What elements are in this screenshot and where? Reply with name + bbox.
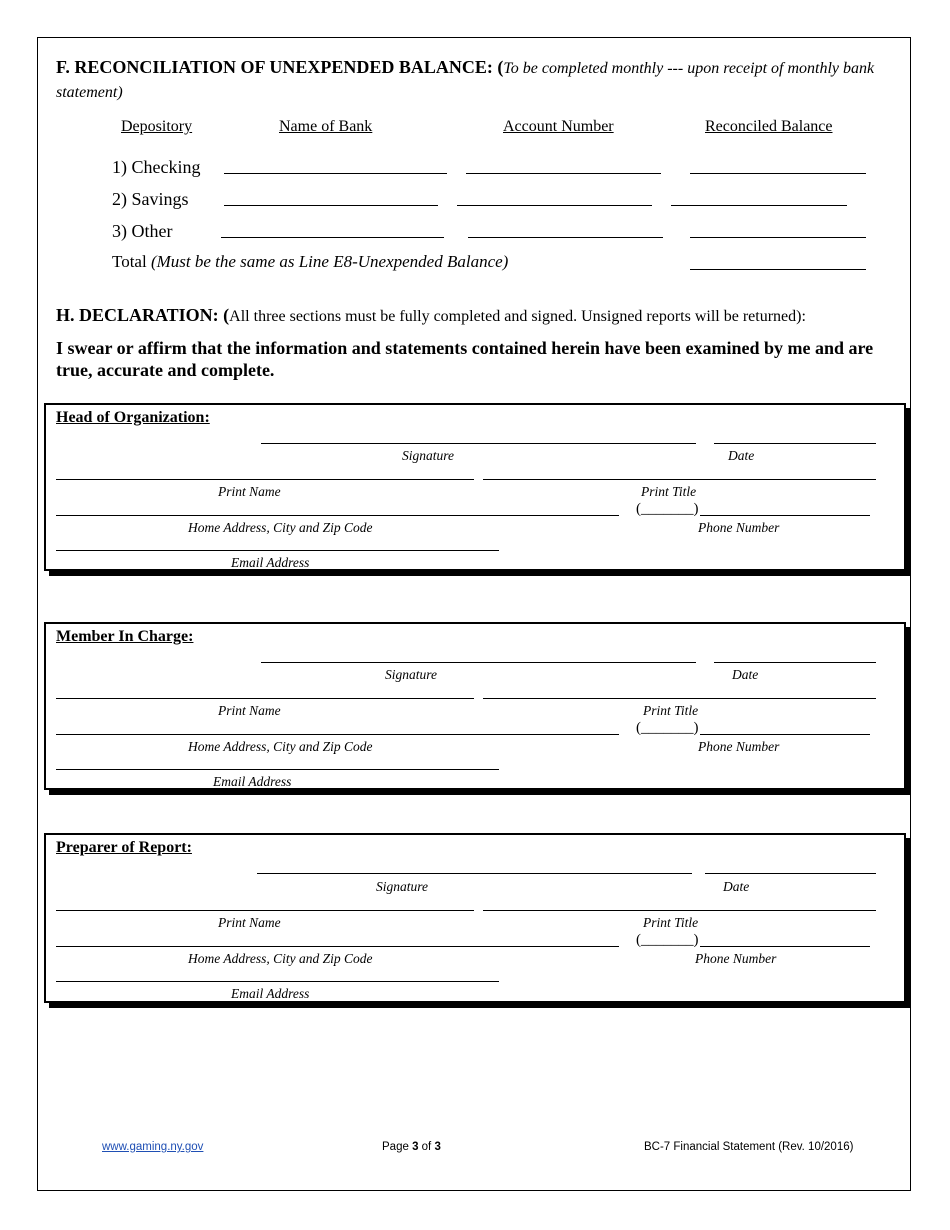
page-border bbox=[37, 37, 911, 1191]
signature-field[interactable] bbox=[261, 443, 696, 444]
print-name-field[interactable] bbox=[56, 910, 474, 911]
phone-area-code-field[interactable]: (_______) bbox=[636, 720, 699, 736]
phone-number-caption: Phone Number bbox=[695, 951, 777, 966]
box-title: Preparer of Report: bbox=[56, 839, 192, 856]
total-balance-field[interactable] bbox=[690, 269, 866, 270]
signature-field[interactable] bbox=[261, 662, 696, 663]
home-address-field[interactable] bbox=[56, 515, 619, 516]
checking-bank-name-field[interactable] bbox=[224, 173, 447, 174]
box-title: Member In Charge: bbox=[56, 628, 194, 645]
column-header-bank-name: Name of Bank bbox=[279, 118, 373, 135]
print-title-caption: Print Title bbox=[641, 484, 697, 499]
signature-caption: Signature bbox=[385, 667, 437, 682]
member-in-charge-box bbox=[44, 622, 906, 790]
print-title-caption: Print Title bbox=[643, 915, 699, 930]
website-link[interactable]: www.gaming.ny.gov bbox=[102, 1141, 204, 1153]
row-label-other: 3) Other bbox=[112, 221, 173, 241]
email-caption: Email Address bbox=[231, 555, 310, 570]
phone-area-code-field[interactable]: (_______) bbox=[636, 501, 699, 517]
email-field[interactable] bbox=[56, 550, 499, 551]
other-bank-name-field[interactable] bbox=[221, 237, 444, 238]
date-field[interactable] bbox=[714, 443, 876, 444]
home-address-caption: Home Address, City and Zip Code bbox=[188, 951, 373, 966]
print-name-field[interactable] bbox=[56, 698, 474, 699]
print-title-caption: Print Title bbox=[643, 703, 699, 718]
home-address-field[interactable] bbox=[56, 734, 619, 735]
checking-balance-field[interactable] bbox=[690, 173, 866, 174]
column-header-account-number: Account Number bbox=[503, 118, 614, 135]
section-h-title: H. DECLARATION: (All three sections must be fully completed and signed. Unsigned reports will be returned): bbox=[56, 305, 806, 325]
phone-number-field[interactable] bbox=[700, 515, 870, 516]
column-header-reconciled-balance: Reconciled Balance bbox=[705, 118, 833, 135]
print-name-caption: Print Name bbox=[218, 484, 281, 499]
phone-number-caption: Phone Number bbox=[698, 739, 780, 754]
footer-form-id: BC-7 Financial Statement (Rev. 10/2016) bbox=[644, 1141, 854, 1153]
print-title-field[interactable] bbox=[483, 910, 876, 911]
box-title: Head of Organization: bbox=[56, 409, 210, 426]
phone-number-caption: Phone Number bbox=[698, 520, 780, 535]
email-field[interactable] bbox=[56, 981, 499, 982]
footer-page-number: Page 3 of 3 bbox=[382, 1141, 441, 1153]
print-title-field[interactable] bbox=[483, 698, 876, 699]
email-caption: Email Address bbox=[231, 986, 310, 1001]
print-name-caption: Print Name bbox=[218, 703, 281, 718]
checking-account-number-field[interactable] bbox=[466, 173, 661, 174]
print-name-caption: Print Name bbox=[218, 915, 281, 930]
total-label: Total (Must be the same as Line E8-Unexpended Balance) bbox=[112, 252, 509, 271]
footer-website bbox=[102, 1141, 203, 1153]
section-f-title: F. RECONCILIATION OF UNEXPENDED BALANCE: (To be completed monthly --- upon receipt of monthly bank statement) bbox=[56, 57, 875, 101]
signature-field[interactable] bbox=[257, 873, 692, 874]
print-name-field[interactable] bbox=[56, 479, 474, 480]
declaration-statement: I swear or affirm that the information and statements contained herein have been examined by me and are true, accurate and complete. bbox=[56, 338, 874, 380]
savings-bank-name-field[interactable] bbox=[224, 205, 438, 206]
row-label-checking: 1) Checking bbox=[112, 157, 201, 177]
date-caption: Date bbox=[732, 667, 759, 682]
phone-area-code-field[interactable]: (_______) bbox=[636, 932, 699, 948]
signature-caption: Signature bbox=[402, 448, 454, 463]
date-caption: Date bbox=[728, 448, 755, 463]
email-caption: Email Address bbox=[213, 774, 292, 789]
phone-number-field[interactable] bbox=[700, 734, 870, 735]
head-of-organization-box bbox=[44, 403, 906, 571]
date-field[interactable] bbox=[714, 662, 876, 663]
date-caption: Date bbox=[723, 879, 750, 894]
print-title-field[interactable] bbox=[483, 479, 876, 480]
phone-number-field[interactable] bbox=[700, 946, 870, 947]
row-label-savings: 2) Savings bbox=[112, 189, 189, 209]
signature-caption: Signature bbox=[376, 879, 428, 894]
other-balance-field[interactable] bbox=[690, 237, 866, 238]
savings-account-number-field[interactable] bbox=[457, 205, 652, 206]
other-account-number-field[interactable] bbox=[468, 237, 663, 238]
email-field[interactable] bbox=[56, 769, 499, 770]
savings-balance-field[interactable] bbox=[671, 205, 847, 206]
home-address-caption: Home Address, City and Zip Code bbox=[188, 520, 373, 535]
home-address-field[interactable] bbox=[56, 946, 619, 947]
column-header-depository: Depository bbox=[121, 118, 193, 135]
preparer-of-report-box bbox=[44, 833, 906, 1003]
date-field[interactable] bbox=[705, 873, 876, 874]
home-address-caption: Home Address, City and Zip Code bbox=[188, 739, 373, 754]
